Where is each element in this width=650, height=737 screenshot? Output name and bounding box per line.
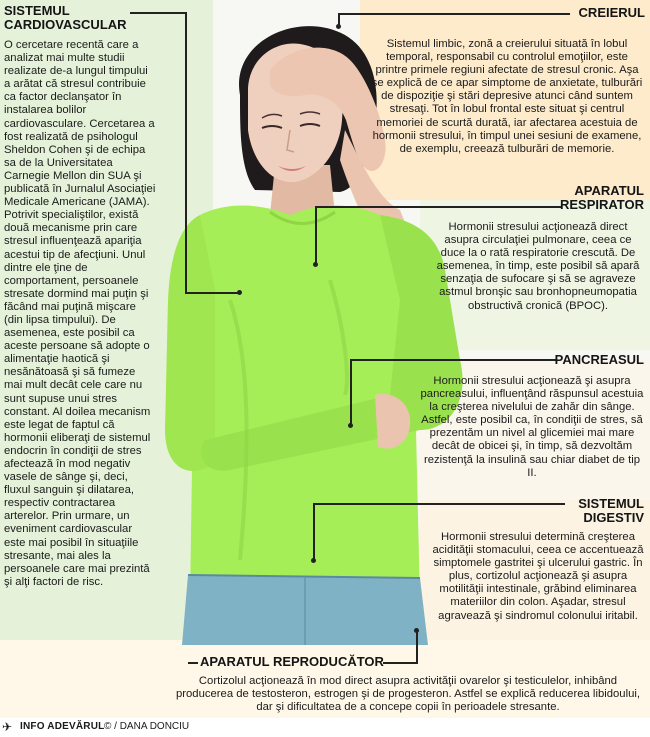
connector-repro-v <box>416 630 418 664</box>
connector-pancreas-dot <box>348 423 353 428</box>
connector-resp-v <box>315 206 317 264</box>
reproducator-text: Cortizolul acţionează în mod direct asupra activităţii ovarelor şi testiculelor, inhibând producerea de testosteron, estrogen şi de progesteron. Astfel se explică reducerea libidoului, dar şi dificultatea de a concepe copii în perioadele stresante. <box>175 675 641 714</box>
cardiovascular-text: O cercetare recentă care a analizat mai multe studii realizate de-a lungul timpului a arătat că stresul contribuie ca factor declanşator în instalarea bolilor cardiovasculare. Cercetarea a fost realizată de psihologul Sheldon Cohen şi de echipa sa de la Universitatea Carnegie Mellon din SUA şi publicată în Jurnalul Asociaţiei Medicale Americane (JAMA). Potrivit specialiştilor, există două mecanisme prin care stresul influenţează apariţia acestui tip de afecţiuni. Unul dintre ele ţine de comportament, persoanele stresate dormind mai puţin şi făcând mai puţină mişcare (din lipsa timpului). De asemenea, este posibil ca aceste persoane să adopte o alimentaţie haotică şi nesănătoasă şi să fumeze mai mult decât cele care nu sunt supuse unui stres constant. Al doilea mecanism este legat de faptul că hormonii eliberaţi de sistemul endocrin în condiţii de stres afectează în mod negativ vasele de sânge şi, deci, fluxul sanguin şi dilatarea, respectiv contractarea arterelor. Prin urmare, un eveniment cardiovascular este mai posibil în situaţiile stresante, mai ales la persoanele care mai prezintă şi alţi factori de risc. <box>4 39 156 588</box>
pancreasul-text: Hormonii stresului acţionează şi asupra pancreasului, influenţând răspunsul acestuia la creşterea nivelului de zahăr din sânge. Astfel, este posibil ca, în condiţii de stres, să prezentăm un nivel al glicemiei mai mare decât de obicei şi, în timp, să dezvoltăm rezistenţă la insulină sau chiar diabet de tip II. <box>420 375 644 479</box>
reproducator-title: APARATUL REPRODUCĂTOR <box>200 654 384 669</box>
credit-author: © / DANA DONCIU <box>104 721 190 732</box>
digestiv-text: Hormonii stresului determină creşterea acidităţii stomacului, ceea ce accentuează simptomele gastritei şi ulcerului gastric. În plus, cortizolul acţionează şi asupra motilităţii intestinale, grăbind eliminarea materiilor din colon. Aşadar, stresul agravează şi sindromul colonului iritabil. <box>432 531 644 622</box>
connector-repro-dot <box>414 628 419 633</box>
connector-repro-h <box>188 662 198 664</box>
digestiv-title <box>552 497 644 525</box>
credit-bar <box>0 718 650 737</box>
connector-resp-dot <box>313 262 318 267</box>
connector-cardio-v <box>185 12 187 294</box>
cardiovascular-title: SISTEMUL CARDIOVASCULAR <box>4 3 127 32</box>
connector-pancreas-v <box>350 359 352 425</box>
digestiv-title-line1: SISTEMUL <box>578 496 644 511</box>
creierul-title: CREIERUL <box>578 5 645 20</box>
digestiv-title-line2: DIGESTIV <box>583 510 644 525</box>
connector-digestive-dot <box>311 558 316 563</box>
connector-repro-h2 <box>383 662 418 664</box>
connector-brain-dot <box>336 24 341 29</box>
connector-digestive-h <box>315 503 565 505</box>
cardiovascular-panel <box>4 4 154 32</box>
respirator-title <box>540 184 644 212</box>
creierul-text: Sistemul limbic, zonă a creierului situată în lobul temporal, responsabil cu controlul emoţiilor, este printre primele regiuni afectate de stresul cronic. Aşa se explică de ce apar simptome de anxietate, tulburări de dispoziţie şi stări depresive atunci când suntem stresaţi. Tot în lobul frontal este situat şi centrul memoriei de scurtă durată, iar afectarea acestuia de hormonii stresului, în timpul unei sesiuni de examene, de exemplu, creează tulburări de memorie. <box>371 38 643 155</box>
respirator-text: Hormonii stresului acţionează direct asupra circulaţiei pulmonare, ceea ce duce la o rată respiratorie crescută. De asemenea, în timp, este posibil să apară senzaţia de sufocare şi să se agraveze astmul bronşic sau bronhopneumopatia obstructivă cronică (BPOC). <box>436 221 640 312</box>
pancreasul-title: PANCREASUL <box>554 352 644 367</box>
connector-digestive-v <box>313 503 315 561</box>
respirator-title-line2: RESPIRATOR <box>559 197 644 212</box>
connector-cardio-dot <box>237 290 242 295</box>
connector-brain-h <box>340 13 570 15</box>
connector-pancreas-h <box>352 359 557 361</box>
connector-cardio-bottom <box>185 292 240 294</box>
connector-resp-h <box>317 206 562 208</box>
eagle-icon: ✈ <box>2 720 13 734</box>
respirator-title-line1: APARATUL <box>574 183 644 198</box>
credit-brand: INFO ADEVĂRUL <box>20 721 105 732</box>
